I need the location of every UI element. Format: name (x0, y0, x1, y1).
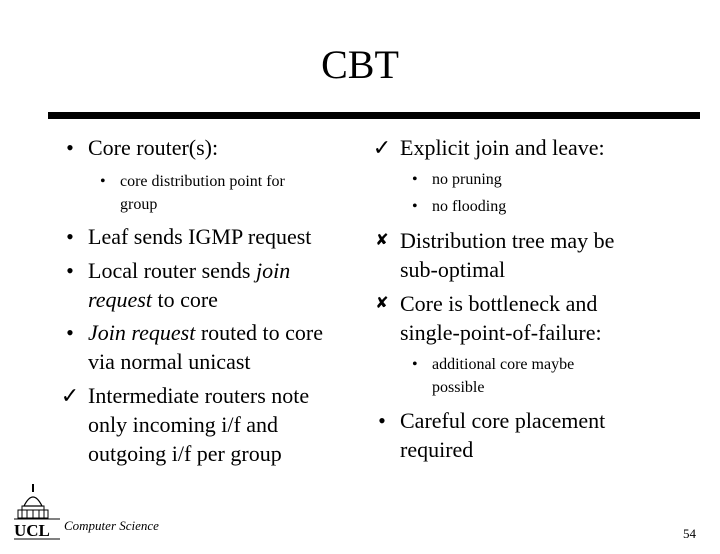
footer-text: Computer Science (64, 518, 159, 533)
sub-bullet-no-flooding: • no flooding (432, 195, 506, 218)
local-router-line-2: request to core (88, 287, 218, 312)
core-line-2: single-point-of-failure: (400, 320, 602, 345)
sub-bullet-icon: • (412, 198, 418, 215)
bullet-icon: • (66, 135, 74, 160)
bullet-careful-core (378, 406, 606, 464)
sub-bullet-core-distribution (100, 170, 285, 216)
cross-distribution-tree (375, 226, 615, 284)
bullet-icon: • (66, 224, 74, 249)
sub-bullet-additional-core (412, 353, 575, 399)
dist-line-1: Distribution tree may be (400, 228, 615, 253)
sub-bullet-icon: • (100, 173, 106, 190)
bullet-icon: • (66, 320, 74, 345)
additional-line-1: additional core maybe (432, 356, 575, 373)
sub-bullets-explicit (412, 168, 507, 218)
cross-core-bottleneck (375, 289, 602, 347)
sub-bullet-no-pruning: • no pruning (432, 168, 506, 191)
slide-title: CBT (321, 42, 399, 87)
bullet-leaf-igmp (66, 222, 312, 251)
sub-bullet-icon: • (412, 171, 418, 188)
check-icon: ✓ (372, 135, 392, 160)
title-divider (48, 112, 700, 119)
additional-line-2: possible (432, 379, 485, 396)
core-router-text: Core router(s): (88, 135, 219, 160)
careful-line-1: Careful core placement (400, 408, 606, 433)
bullet-icon: • (378, 408, 386, 433)
bullet-icon: • (66, 258, 74, 283)
intermediate-line-3: outgoing i/f per group (88, 441, 282, 466)
dist-line-2: sub-optimal (400, 257, 506, 282)
bullet-core-router (66, 133, 219, 162)
core-sub-line-1: core distribution point for (120, 173, 285, 190)
cross-icon: ✘ (375, 295, 389, 312)
check-icon: ✓ (60, 383, 80, 408)
logo-text: UCL (14, 521, 50, 540)
leaf-igmp-text: Leaf sends IGMP request (88, 224, 312, 249)
intermediate-line-2: only incoming i/f and (88, 412, 279, 437)
ucl-logo (14, 484, 60, 542)
core-sub-line-2: group (120, 196, 158, 213)
cross-icon: ✘ (375, 232, 389, 249)
local-router-line-1: Local router sends join (88, 258, 291, 283)
sub-bullet-icon: • (412, 356, 418, 373)
check-explicit-join (372, 133, 605, 162)
bullet-local-router (66, 256, 291, 314)
explicit-text: Explicit join and leave: (400, 135, 605, 160)
check-intermediate-routers (60, 381, 310, 468)
bullet-join-request (66, 318, 323, 376)
join-request-line-2: via normal unicast (88, 349, 251, 374)
page-number: 54 (683, 526, 696, 541)
join-request-line-1: Join request routed to core (88, 320, 323, 345)
core-line-1: Core is bottleneck and (400, 291, 598, 316)
careful-line-2: required (400, 437, 474, 462)
intermediate-line-1: Intermediate routers note (88, 383, 310, 408)
